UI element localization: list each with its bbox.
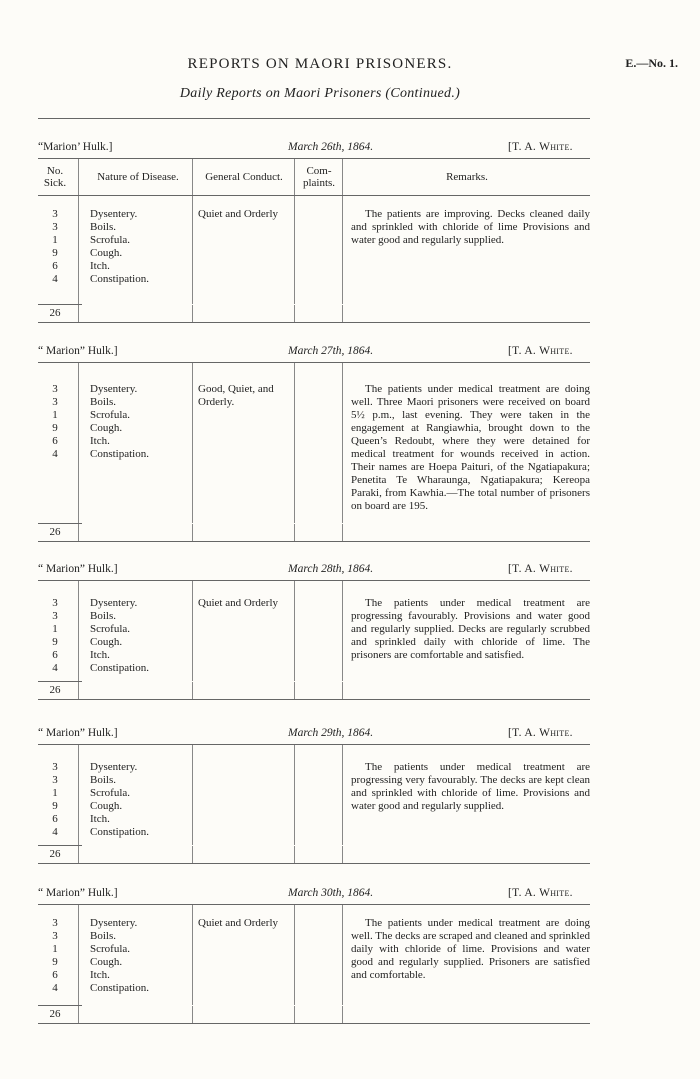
- disease-list: Dysentery. Boils. Scrofula. Cough. Itch. Constipation.: [90, 597, 149, 674]
- document-reference: E.—No. 1.: [625, 56, 678, 70]
- report-date: March 29th, 1864.: [288, 727, 374, 739]
- sick-counts: 3 3 1 9 6 4: [52, 917, 58, 994]
- report-location: “ Marion” Hulk.]: [38, 563, 118, 575]
- column-header-remarks: Remarks.: [446, 171, 488, 183]
- total-row: [38, 682, 590, 699]
- sick-counts: 3 3 1 9 6 4: [52, 597, 58, 674]
- sick-counts: 3 3 1 9 6 4: [52, 761, 58, 838]
- page-header: [0, 52, 700, 112]
- total-row: [38, 305, 590, 322]
- report-officer: [T. A. White.: [508, 727, 573, 739]
- disease-list: Dysentery. Boils. Scrofula. Cough. Itch. Constipation.: [90, 383, 149, 460]
- report-body: [38, 363, 590, 523]
- remarks: The patients under medical treatment are progressing very favourably. The decks are kept clean and sprinkled with chloride of lime. Provisions and water good and regularly supplied.: [351, 761, 590, 812]
- general-conduct: Good, Quiet, and Orderly.: [198, 383, 274, 408]
- sick-total: 26: [49, 848, 61, 860]
- general-conduct: Quiet and Orderly: [198, 208, 279, 220]
- report-location: “ Marion” Hulk.]: [38, 727, 118, 739]
- report-body: [38, 196, 590, 304]
- report-date: March 28th, 1864.: [288, 563, 374, 575]
- remarks: The patients under medical treatment are doing well. The decks are scraped and cleaned and sprinkled daily with chloride of lime. Provisions and water good and regularly supplied. Prisoners are satisfied and comfortable.: [351, 917, 590, 981]
- disease-list: Dysentery. Boils. Scrofula. Cough. Itch. Constipation.: [90, 917, 149, 994]
- report-heading: [38, 884, 590, 904]
- sick-total: 26: [49, 684, 61, 696]
- sick-total: 26: [49, 526, 61, 538]
- report-location: “Marion’ Hulk.]: [38, 141, 113, 153]
- report-location: “ Marion” Hulk.]: [38, 345, 118, 357]
- report-heading: [38, 138, 590, 158]
- header-rule: [38, 118, 590, 119]
- page-title: REPORTS ON MAORI PRISONERS.: [187, 56, 453, 72]
- report-body: [38, 905, 590, 1005]
- daily-report: [38, 342, 590, 542]
- total-row: [38, 1006, 590, 1023]
- column-header-general-conduct: General Conduct.: [205, 171, 283, 183]
- total-row: [38, 846, 590, 863]
- remarks: The patients are improving. Decks cleaned daily and sprinkled with chloride of lime Provisions and water good and regularly supplied.: [351, 208, 590, 246]
- disease-list: Dysentery. Boils. Scrofula. Cough. Itch. Constipation.: [90, 208, 149, 285]
- report-body: [38, 581, 590, 681]
- divider: [38, 863, 590, 864]
- report-body: [38, 745, 590, 845]
- divider: [38, 541, 590, 542]
- sick-counts: 3 3 1 9 6 4: [52, 383, 58, 460]
- divider: [38, 699, 590, 700]
- daily-report: [38, 560, 590, 700]
- daily-report: [38, 138, 590, 323]
- sick-total: 26: [49, 1008, 61, 1020]
- sick-total: 26: [49, 307, 61, 319]
- sick-counts: 3 3 1 9 6 4: [52, 208, 58, 285]
- divider: [38, 322, 590, 323]
- remarks: The patients under medical treatment are doing well. Three Maori prisoners were received on board 5½ p.m., last evening. They were taken in the engagement at Rangiawhia, brought down to the Queen’s Redoubt, where they were detained for medical treatment for wounds received in action. Their names are Hoepa Paituri, of the Ngatiapakura; Penetita Te Wharaunga, Ngatiapakura; Kereopa Paraki, from Kawhia.—The total number of prisoners on board are 195.: [351, 383, 590, 512]
- column-headers: [38, 159, 590, 195]
- report-location: “ Marion” Hulk.]: [38, 887, 118, 899]
- column-header-complaints: Com- plaints.: [302, 165, 336, 189]
- report-officer: [T. A. White.: [508, 563, 573, 575]
- daily-report: [38, 884, 590, 1024]
- report-heading: [38, 342, 590, 362]
- general-conduct: Quiet and Orderly: [198, 597, 279, 609]
- remarks: The patients under medical treatment are progressing favourably. Provisions and water good and regularly supplied. Decks are regularly scrubbed and sprinkled daily with chloride of lime. The prisoners are comfortable and satisfied.: [351, 597, 590, 661]
- total-row: [38, 524, 590, 541]
- divider: [38, 1023, 590, 1024]
- report-officer: [T. A. White.: [508, 141, 573, 153]
- report-heading: [38, 724, 590, 744]
- report-heading: [38, 560, 590, 580]
- report-date: March 27th, 1864.: [288, 345, 374, 357]
- disease-list: Dysentery. Boils. Scrofula. Cough. Itch. Constipation.: [90, 761, 149, 838]
- report-officer: [T. A. White.: [508, 887, 573, 899]
- column-header-nature-of-disease: Nature of Disease.: [97, 171, 179, 183]
- page-subtitle: Daily Reports on Maori Prisoners (Continued.): [179, 86, 461, 101]
- general-conduct: Quiet and Orderly: [198, 917, 279, 929]
- report-date: March 26th, 1864.: [288, 141, 374, 153]
- report-officer: [T. A. White.: [508, 345, 573, 357]
- report-date: March 30th, 1864.: [288, 887, 374, 899]
- column-header-no-sick: No. Sick.: [43, 165, 67, 189]
- daily-report: [38, 724, 590, 864]
